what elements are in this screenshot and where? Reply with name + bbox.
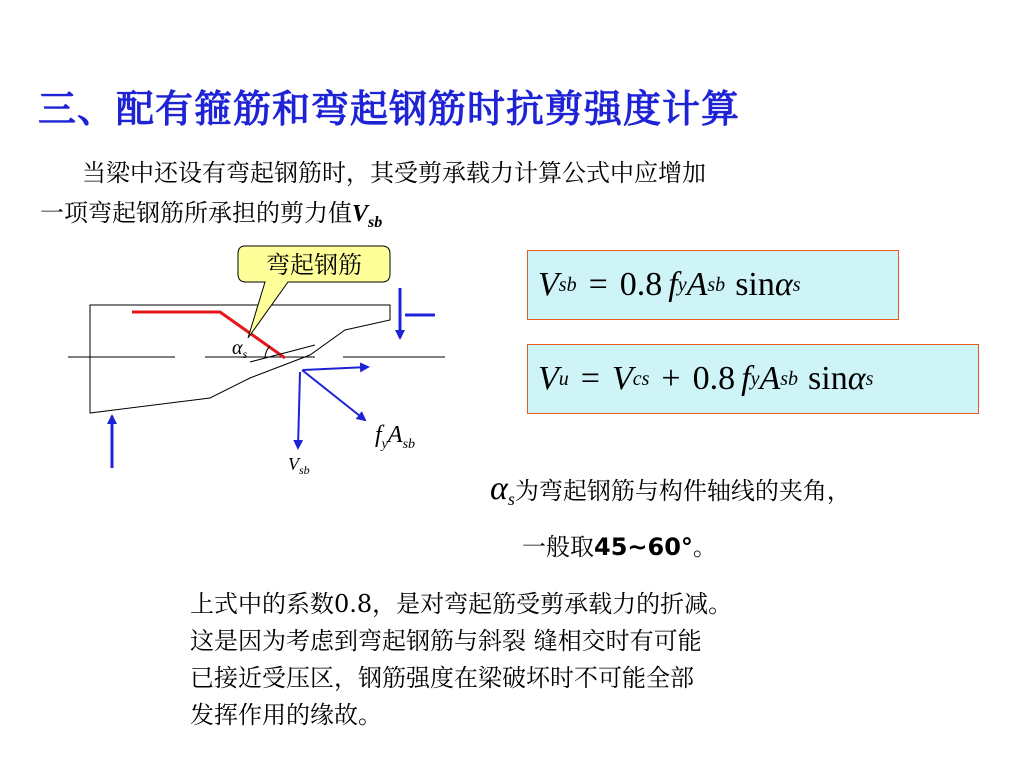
intro-vsb-sub: sb: [368, 213, 383, 231]
intro-line-2-text: 一项弯起钢筋所承担的剪力值: [40, 199, 352, 227]
f2-vcs: V: [611, 360, 633, 397]
f2-lhs: V: [538, 360, 559, 397]
explanation-line-1: 上式中的系数0.8，是对弯起筋受剪承载力的折减。: [190, 590, 733, 618]
alpha-note-suffix: 。: [692, 533, 717, 561]
alpha-note-text1: 为弯起钢筋与构件轴线的夹角，: [514, 477, 851, 505]
horizontal-force-arrow: [303, 367, 368, 370]
f1-eq: =: [588, 266, 608, 303]
f1-a: A: [686, 266, 708, 303]
f2-f-sub: y: [750, 367, 760, 390]
f1-coef: 0.8: [619, 266, 663, 303]
f2-coef: 0.8: [692, 360, 736, 397]
fyasb-label: $f_yA_{sb}$: [375, 422, 416, 452]
f1-lhs: V: [538, 266, 559, 303]
alpha-note-sub: s: [507, 488, 515, 509]
fyasb-arrow: [302, 370, 365, 420]
intro-line-1: 当梁中还设有弯起钢筋时，其受剪承载力计算公式中应增加: [82, 159, 706, 187]
f1-alpha: α: [774, 266, 793, 303]
f1-f-sub: y: [677, 273, 687, 296]
explanation-line-2: 这是因为考虑到弯起钢筋与斜裂 缝相交时有可能: [190, 627, 702, 655]
alpha-note-line-2: [522, 527, 717, 562]
f2-a-sub: sb: [780, 367, 799, 390]
alpha-note-symbol: α: [490, 470, 508, 507]
vsb-arrow: [298, 372, 300, 448]
f2-sin: sin: [808, 360, 848, 397]
f2-alpha-sub: s: [865, 367, 874, 390]
alpha-label: $\alpha_s$: [232, 337, 248, 361]
explanation-paragraph: [190, 586, 732, 734]
crack-line: [250, 345, 315, 362]
f1-lhs-sub: sb: [558, 273, 577, 296]
beam-outline: [90, 305, 390, 413]
alpha-note-line-1: [490, 470, 851, 510]
explanation-line-4: 发挥作用的缘故。: [190, 701, 382, 729]
f2-plus: +: [661, 360, 681, 397]
f2-lhs-sub: u: [558, 367, 569, 390]
alpha-note-prefix: 一般取: [522, 533, 594, 561]
callout-label: 弯起钢筋: [266, 251, 362, 279]
callout-bent-rebar: [238, 246, 390, 338]
vsb-label: $V_{sb}$: [288, 454, 310, 477]
f2-f: f: [741, 360, 751, 397]
slide-title: 三、配有箍筋和弯起钢筋时抗剪强度计算: [38, 87, 741, 131]
alpha-note-value: 45~60°: [594, 533, 693, 561]
f1-alpha-sub: s: [792, 273, 801, 296]
f1-sin: sin: [735, 266, 775, 303]
formula-vsb: [527, 250, 899, 320]
f2-vcs-sub: cs: [632, 367, 650, 390]
explanation-line-3: 已接近受压区，钢筋强度在梁破坏时不可能全部: [190, 664, 694, 692]
f1-a-sub: sb: [707, 273, 726, 296]
f2-a: A: [759, 360, 781, 397]
formula-vu: [527, 344, 979, 414]
f2-alpha: α: [847, 360, 866, 397]
bent-rebar-diagram: [60, 230, 460, 490]
f1-f: f: [668, 266, 678, 303]
intro-vsb-symbol: V: [352, 201, 369, 227]
f2-eq: =: [580, 360, 600, 397]
